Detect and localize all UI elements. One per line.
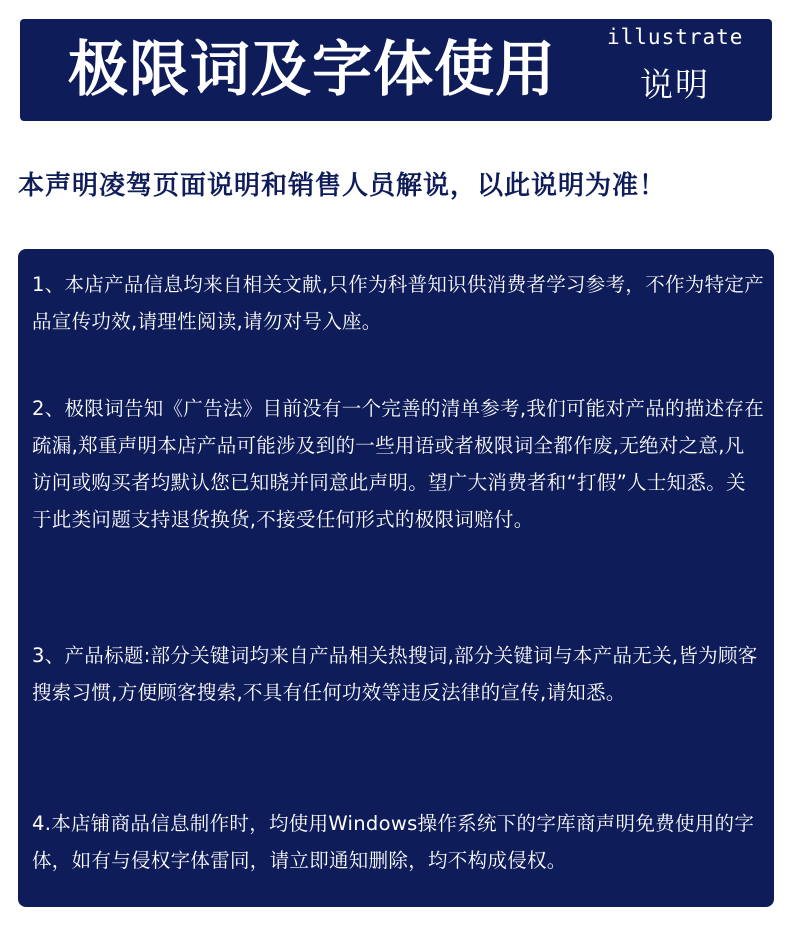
notice-item-2: 2、极限词告知《广告法》目前没有一个完善的清单参考,我们可能对产品的描述存在疏漏,郑重声明本店产品可能涉及到的一些用语或者极限词全都作废,无绝对之意,凡访问或购买者均默认您已知晓并同意此声明。望广大消费者和“打假”人士知悉。关于此类问题支持退货换货,不接受任何形式的极限词赔付。 [32,397,765,531]
notice-item-3: 3、产品标题:部分关键词均来自产品相关热搜词,部分关键词与本产品无关,皆为顾客搜索习惯,方便顾客搜索,不具有任何功效等违反法律的宣传,请知悉。 [32,644,758,704]
notice-item-1: 1、本店产品信息均来自相关文献,只作为科普知识供消费者学习参考，不作为特定产品宣传功效,请理性阅读,请勿对号入座。 [32,273,765,333]
priority-statement: 本声明凌驾页面说明和销售人员解说，以此说明为准！ [18,171,667,201]
notice-panel [18,249,774,907]
header-banner [20,19,772,121]
notice-item-4: 4.本店铺商品信息制作时，均使用Windows操作系统下的字库商声明免费使用的字体，如有与侵权字体雷同，请立即通知删除，均不构成侵权。 [32,812,755,872]
page-title: 极限词及字体使用 [68,35,556,105]
header-subtitle-chinese: 说明 [640,65,710,104]
header-subtitle-english: illustrate [607,25,744,49]
